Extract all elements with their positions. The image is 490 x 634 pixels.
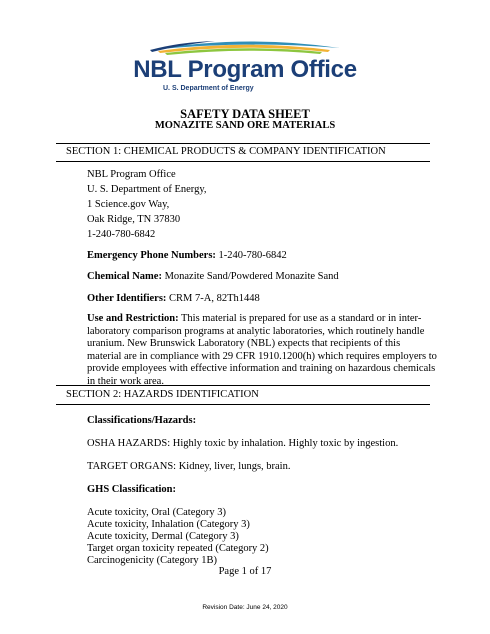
section1-heading: SECTION 1: CHEMICAL PRODUCTS & COMPANY IDENTIFICATION [66, 146, 386, 157]
ghs-item: Acute toxicity, Dermal (Category 3) [87, 531, 239, 542]
page-number: Page 1 of 17 [218, 566, 272, 577]
use-and-restriction [87, 313, 437, 389]
other-identifiers [87, 293, 260, 304]
document-subtitle: MONAZITE SAND ORE MATERIALS [154, 120, 336, 131]
identifiers-label: Other Identifiers: [87, 293, 167, 304]
identifiers-value: CRM 7-A, 82Th1448 [166, 293, 260, 304]
chemical-label: Chemical Name: [87, 271, 162, 282]
use-text: This material is prepared for use as a standard or in inter-laboratory comparison programs at analytic laboratories, which routinely handle uranium. New Brunswick Laboratory (NBL) expects that recipients of this material are in compliance with 29 CFR 1910.1200(h) which requires employers to provide employees with effective information and training on hazardous chemicals in their work area. [87, 313, 437, 387]
address-line: NBL Program Office [87, 169, 176, 180]
emergency-value: 1-240-780-6842 [215, 250, 287, 261]
logo-title: NBL Program Office [133, 56, 357, 83]
osha-hazards: OSHA HAZARDS: Highly toxic by inhalation. Highly toxic by ingestion. [87, 438, 399, 449]
classifications-label: Classifications/Hazards: [87, 415, 197, 426]
chemical-name [87, 271, 339, 282]
address-line: Oak Ridge, TN 37830 [87, 214, 181, 225]
section2-heading: SECTION 2: HAZARDS IDENTIFICATION [66, 389, 259, 400]
target-organs: TARGET ORGANS: Kidney, liver, lungs, brain. [87, 461, 291, 472]
address-line: U. S. Department of Energy, [87, 184, 207, 195]
phone-line: 1-240-780-6842 [87, 229, 156, 240]
ghs-item: Acute toxicity, Oral (Category 3) [87, 507, 226, 518]
section2-bottom-rule [56, 404, 430, 405]
ghs-label: GHS Classification: [87, 484, 176, 495]
emergency-label: Emergency Phone Numbers: [87, 250, 216, 261]
section1-bottom-rule [56, 161, 430, 162]
document-title: SAFETY DATA SHEET [180, 107, 310, 121]
chemical-value: Monazite Sand/Powdered Monazite Sand [161, 271, 339, 282]
use-label: Use and Restriction: [87, 313, 179, 324]
address-line: 1 Science.gov Way, [87, 199, 170, 210]
revision-date: Revision Date: June 24, 2020 [202, 604, 288, 611]
ghs-item: Target organ toxicity repeated (Category 2) [87, 543, 269, 554]
section2-top-rule [56, 385, 430, 386]
nbl-logo [0, 36, 490, 96]
logo-subtitle: U. S. Department of Energy [163, 85, 254, 92]
emergency-phone [87, 250, 287, 261]
ghs-item: Acute toxicity, Inhalation (Category 3) [87, 519, 250, 530]
section1-top-rule [56, 143, 430, 144]
ghs-item: Carcinogenicity (Category 1B) [87, 555, 218, 566]
